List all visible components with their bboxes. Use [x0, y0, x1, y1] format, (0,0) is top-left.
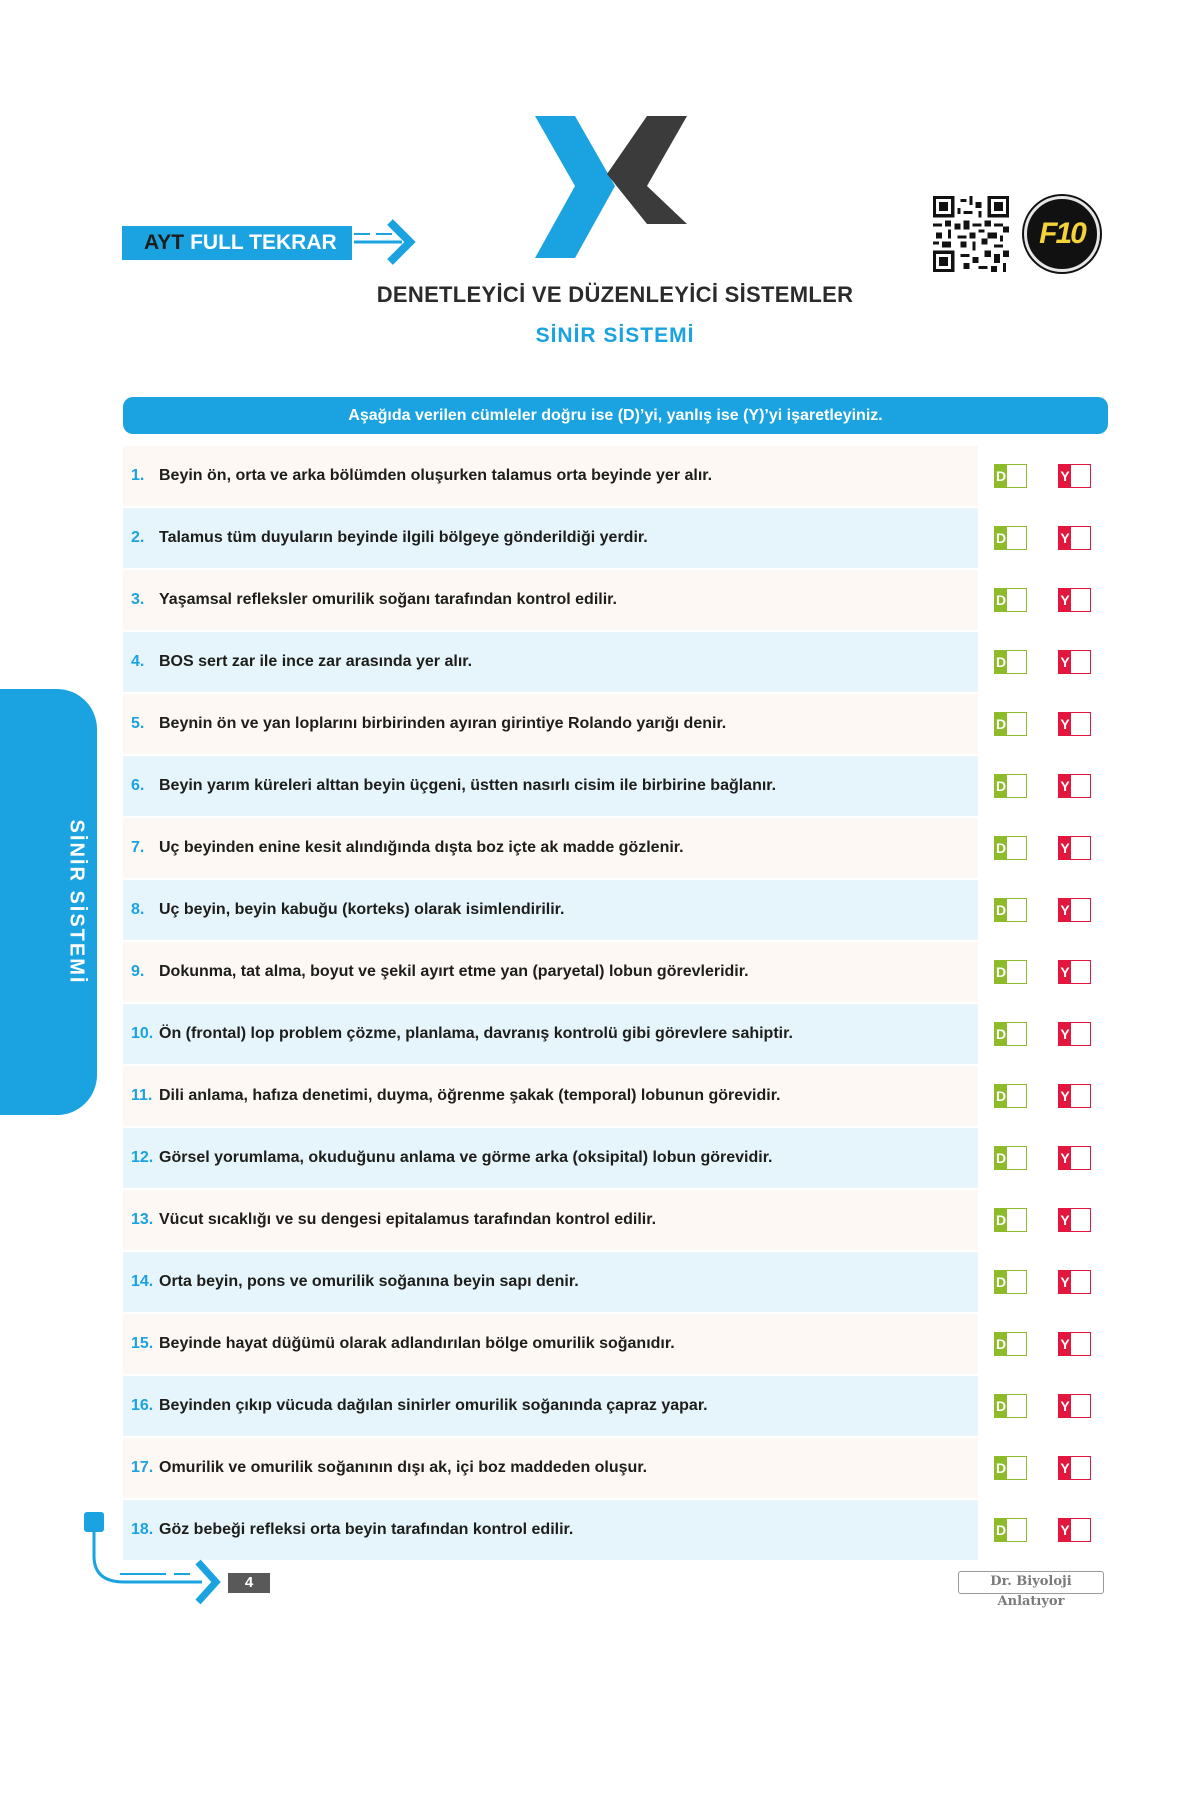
footer-arrow-icon: [80, 1512, 240, 1612]
page-subtitle: SİNİR SİSTEMİ: [535, 324, 695, 347]
question-text: Beyin ön, orta ve arka bölümden oluşurken talamus orta beyinde yer alır.: [159, 467, 713, 484]
question-number: 4.: [131, 653, 145, 670]
question-row-6: [123, 756, 1123, 818]
question-text: Dokunma, tat alma, boyut ve şekil ayırt etme yan (paryetal) lobun görevleridir.: [159, 963, 749, 980]
question-text: Talamus tüm duyuların beyinde ilgili bölgeye gönderildiği yerdir.: [159, 529, 648, 546]
true-checkbox[interactable]: D: [994, 774, 1027, 798]
true-checkbox[interactable]: D: [994, 960, 1027, 984]
true-checkbox[interactable]: D: [994, 588, 1027, 612]
question-number: 15.: [131, 1335, 154, 1352]
true-checkbox[interactable]: D: [994, 898, 1027, 922]
ayt-full-tekrar-badge: [122, 226, 352, 260]
false-checkbox[interactable]: Y: [1058, 1456, 1091, 1480]
question-text: Beyin yarım küreleri alttan beyin üçgeni, üstten nasırlı cisim ile birbirine bağlanır.: [159, 777, 777, 794]
false-checkbox[interactable]: Y: [1058, 836, 1091, 860]
false-checkbox[interactable]: Y: [1058, 1394, 1091, 1418]
question-number: 12.: [131, 1149, 154, 1166]
false-checkbox[interactable]: Y: [1058, 1208, 1091, 1232]
true-checkbox[interactable]: D: [994, 1394, 1027, 1418]
true-checkbox[interactable]: D: [994, 464, 1027, 488]
false-checkbox[interactable]: Y: [1058, 1332, 1091, 1356]
question-number: 7.: [131, 839, 145, 856]
false-checkbox[interactable]: Y: [1058, 1270, 1091, 1294]
question-number: 3.: [131, 591, 145, 608]
true-checkbox[interactable]: D: [994, 1518, 1027, 1542]
true-checkbox[interactable]: D: [994, 1146, 1027, 1170]
question-row-7: [123, 818, 1123, 880]
question-text: Beyinde hayat düğümü olarak adlandırılan bölge omurilik soğanıdır.: [159, 1335, 675, 1352]
question-number: 13.: [131, 1211, 154, 1228]
true-checkbox[interactable]: D: [994, 650, 1027, 674]
true-checkbox[interactable]: D: [994, 836, 1027, 860]
question-row-5: [123, 694, 1123, 756]
question-row-13: [123, 1190, 1123, 1252]
question-row-16: [123, 1376, 1123, 1438]
question-text: Yaşamsal refleksler omurilik soğanı tarafından kontrol edilir.: [159, 591, 617, 608]
x-logo-icon: [535, 116, 687, 258]
f10-logo: F10: [1024, 196, 1100, 272]
question-row-17: [123, 1438, 1123, 1500]
question-row-14: [123, 1252, 1123, 1314]
question-text: Orta beyin, pons ve omurilik soğanına beyin sapı denir.: [159, 1273, 579, 1290]
question-text: Göz bebeği refleksi orta beyin tarafından kontrol edilir.: [159, 1521, 574, 1538]
question-text: Beynin ön ve yan loplarını birbirinden ayıran girintiye Rolando yarığı denir.: [159, 715, 727, 732]
question-list: [123, 446, 1123, 1562]
question-row-3: [123, 570, 1123, 632]
question-text: Dili anlama, hafıza denetimi, duyma, öğrenme şakak (temporal) lobunun görevidir.: [159, 1087, 781, 1104]
false-checkbox[interactable]: Y: [1058, 1084, 1091, 1108]
false-checkbox[interactable]: Y: [1058, 650, 1091, 674]
question-number: 6.: [131, 777, 145, 794]
badge-prefix: AYT: [144, 231, 185, 254]
question-row-15: [123, 1314, 1123, 1376]
page-title: DENETLEYİCİ VE DÜZENLEYİCİ SİSTEMLER: [376, 282, 854, 307]
side-tab-label: SİNİR SİSTEMİ: [65, 819, 88, 985]
question-text: Görsel yorumlama, okuduğunu anlama ve görme arka (oksipital) lobun görevidir.: [159, 1149, 773, 1166]
question-text: Vücut sıcaklığı ve su dengesi epitalamus tarafından kontrol edilir.: [159, 1211, 657, 1228]
question-row-8: [123, 880, 1123, 942]
false-checkbox[interactable]: Y: [1058, 960, 1091, 984]
qr-code-icon: [933, 196, 1009, 272]
question-number: 16.: [131, 1397, 154, 1414]
false-checkbox[interactable]: Y: [1058, 1146, 1091, 1170]
brand-label: Dr. Biyoloji Anlatıyor: [958, 1571, 1104, 1594]
question-number: 8.: [131, 901, 145, 918]
true-checkbox[interactable]: D: [994, 1022, 1027, 1046]
question-number: 1.: [131, 467, 145, 484]
question-row-2: [123, 508, 1123, 570]
false-checkbox[interactable]: Y: [1058, 898, 1091, 922]
question-number: 18.: [131, 1521, 154, 1538]
false-checkbox[interactable]: Y: [1058, 588, 1091, 612]
question-number: 9.: [131, 963, 145, 980]
false-checkbox[interactable]: Y: [1058, 1022, 1091, 1046]
question-number: 11.: [131, 1087, 153, 1104]
question-text: BOS sert zar ile ince zar arasında yer alır.: [159, 653, 473, 670]
true-checkbox[interactable]: D: [994, 712, 1027, 736]
page-number: 4: [228, 1573, 270, 1593]
question-text: Ön (frontal) lop problem çözme, planlama, davranış kontrolü gibi görevlere sahiptir.: [159, 1025, 793, 1042]
question-number: 2.: [131, 529, 145, 546]
question-row-11: [123, 1066, 1123, 1128]
question-row-12: [123, 1128, 1123, 1190]
instruction-bar: Aşağıda verilen cümleler doğru ise (D)’yi, yanlış ise (Y)’yi işaretleyiniz.: [123, 397, 1108, 434]
question-row-1: [123, 446, 1123, 508]
false-checkbox[interactable]: Y: [1058, 712, 1091, 736]
false-checkbox[interactable]: Y: [1058, 526, 1091, 550]
true-checkbox[interactable]: D: [994, 1270, 1027, 1294]
question-number: 5.: [131, 715, 145, 732]
true-checkbox[interactable]: D: [994, 526, 1027, 550]
question-number: 14.: [131, 1273, 154, 1290]
question-text: Beyinden çıkıp vücuda dağılan sinirler omurilik soğanında çapraz yapar.: [159, 1397, 708, 1414]
question-text: Omurilik ve omurilik soğanının dışı ak, içi boz maddeden oluşur.: [159, 1459, 648, 1476]
true-checkbox[interactable]: D: [994, 1332, 1027, 1356]
question-number: 10.: [131, 1025, 154, 1042]
badge-arrow-icon: [350, 216, 426, 266]
question-row-18: [123, 1500, 1123, 1562]
question-row-4: [123, 632, 1123, 694]
true-checkbox[interactable]: D: [994, 1456, 1027, 1480]
false-checkbox[interactable]: Y: [1058, 774, 1091, 798]
question-text: Uç beyinden enine kesit alındığında dışta boz içte ak madde gözlenir.: [159, 839, 684, 856]
false-checkbox[interactable]: Y: [1058, 464, 1091, 488]
question-row-10: [123, 1004, 1123, 1066]
true-checkbox[interactable]: D: [994, 1208, 1027, 1232]
question-text: Uç beyin, beyin kabuğu (korteks) olarak isimlendirilir.: [159, 901, 565, 918]
badge-suffix: FULL TEKRAR: [190, 231, 337, 254]
question-number: 17.: [131, 1459, 154, 1476]
false-checkbox[interactable]: Y: [1058, 1518, 1091, 1542]
true-checkbox[interactable]: D: [994, 1084, 1027, 1108]
question-row-9: [123, 942, 1123, 1004]
